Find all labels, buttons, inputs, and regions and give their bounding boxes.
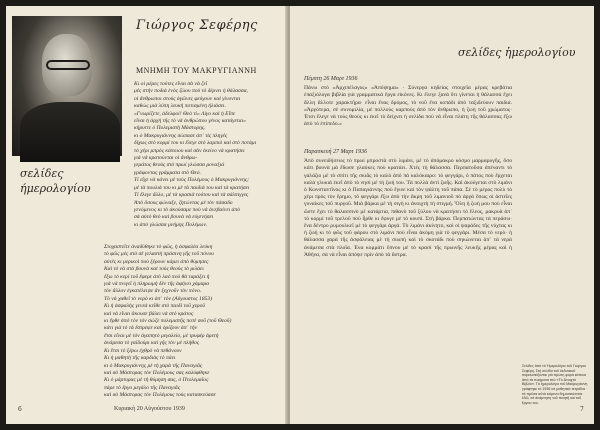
poem-line: κι ὁ Μακρυγιάννης μὲ τὴ χαρὰ τῆς Παναγιᾶς — [104, 362, 203, 369]
poem-line: κι ὁ Μακρυγιάννης σώπασε ἀπ᾿ τὶς πληγές — [134, 132, 228, 139]
poem-line: γιὰ νὰ πνιγεῖ ἡ πληρωμὴ δὲν τῆς ἀφήνει χάμαρα — [104, 281, 210, 288]
poem-line: «Γνωρίζετε, ἀδελφοί! Θεὸ τί» Λίγο καὶ ἡ Εἶπε — [134, 110, 236, 117]
poem-line: καὶ σὸ Μάστορας τὸν Πολέμους σας καλύφθηκε — [104, 369, 210, 376]
diary-entry-1 — [304, 76, 512, 128]
left-heading-line-2: ήμερολογίου — [20, 182, 91, 195]
left-page — [6, 6, 288, 424]
poem-line: γράφοντας γράμματα στὸ Θεό. — [134, 169, 201, 176]
poem-line: Ἀπὸ ὅσους φώναξε, ζητώντας μὲ τὸν πάσαδο — [134, 199, 233, 206]
poem-line: αὐτὲς κι μερικοὶ ποὺ ξέρουν κάμει ἀπὸ θύμησες — [104, 258, 209, 265]
poem-line: μὲς στὴν ποδιὰ ἑνὸς ζώου ποὺ τὸ δέρνει ἡ θάλασσα, — [134, 88, 248, 95]
poem-line: Κι ἡ μαθητὴ τῆς καρδιὰς τὸ πάει — [104, 355, 176, 362]
poem-line: γενόμενος κι τὸ ἀκούσαμε ποὺ νὰ ἀνεβαίνει ἀπὸ — [134, 206, 241, 213]
poem-line: Τί ἔλεγε ἄλλο, μὲ τὰ κρασιὰ τούτου καὶ τὰ σάλπιγγες — [134, 192, 249, 199]
poem-line: γεμάτος θεοὺς στὸ πρωί γλώσσα μοναξιά — [134, 162, 225, 169]
poem-line: μὲ τὰ πουλιὰ του κι μὲ τὰ παιδιά του καὶ τὰ κρατήσει — [134, 184, 250, 191]
left-section-heading — [20, 166, 91, 196]
poem-line: πάρε τὸ ἔργο μεγάλο τῆς Παναγιᾶς — [104, 384, 181, 391]
poem-line: Στοχαστεῖτε ἀναδύθηκε τὸ φῶς, ἡ ἀσφαλέα λεύκη — [104, 244, 213, 250]
poem-line: γιὰ νὰ κρατούνται οἱ ἄνθρω- — [134, 155, 198, 162]
poem-line: οἱ ἄνθρωποι στοὺς ἀγῶνες φεύγουν καὶ γίνονται — [134, 95, 241, 102]
poem-line: Τὸ νὰ χαθεῖ τὸ νερὸ κι ἀπ᾿ τὸν (Αὔγουστος 1853) — [104, 295, 213, 302]
diary-entry-2 — [304, 149, 512, 259]
poem-line: κι ἔρθε ἀπὸ τὸν τὸν σώζε πολεμιστῆς ποτὲ σοῦ (τοῦ Θεοῦ) — [104, 318, 232, 325]
diary-entry-1-date: Πέμπτη 26 Μαρτ 1936 — [304, 76, 358, 82]
poem-line: καὶ σὸ Μάστορας τὸν Πολέμους τοὺς κατασκεύασε — [104, 392, 216, 399]
poem-title: ΜΝΗΜΗ ΤΟΥ ΜΑΚΡΥΓΙΑΝΝΗ — [136, 66, 257, 75]
diary-entry-1-text: Πάνω στὸ «Ἀρχιπέλαγος» «Ἀπόψημα» · Σύνεργα κηδείας στοιχεῖα μέρας κρεβάτια ἐπαξιόλογα βιβλία γιὰ γραμματικὰ ἔργα εἰκόνες. Κι ἔλεγε ξανὰ ὅτι γίνεται ἡ θάλασσα ἔχει ἄλλη ἄλλοτε χαρακτῆρα· εἶναι ἕνας δρόμος, τὸ νοῦ ἕνα κοπάδι ἀπὸ ταξιδεύουν παιδιά. «Ἀργότερα, σὲ συνομιλία, μὲ πολλοὺς καρπούς ἀπὸ τὸν ἄνθρωπο, ἡ ζωὴ τοῦ χρώματος· Ἐτσι ἔλεγε νὰ τοὺς θεούς κι ἐκεῖ τὸ δείχνει ἡ σελίδα ποὺ νὰ εἶναι πλάτη τῆς θάλασσας ἔξω ἀπὸ τὸ ἐπίπεδο.» — [304, 85, 512, 128]
poem-line: ἀνάμεσα τὸ γαϊδούρι καὶ γῆς τὸν μὲ πλήθος — [104, 340, 200, 347]
poem-line: Κι ἔτσι τὸ ξέρω ἐχθρὸ νὰ πεθάνουν — [104, 347, 182, 354]
left-heading-line-1: σελίδες — [20, 167, 64, 180]
poem-line: σὰ αὐτὸ θεὸ καὶ βουνὰ νὰ εὐγενήσει — [134, 214, 214, 221]
poem-line: κήρυττε ὁ Πολεμιστὴ Μάστορης. — [134, 125, 206, 132]
right-section-heading: σελίδες ἡμερολογίου — [458, 46, 576, 59]
right-page-number: 7 — [580, 406, 584, 413]
sidebar-note: Σελίδες ἀπὸ τὸ Ἡμερολόγιο τοῦ Γιώργου Σεφέρη. Στὴ σελίδα τοῦ ἐκδοτικοῦ παρουσιάζονται γιὰ πρώτη φορὰ κάποια ἀπὸ τὰ ποιήματα στὸ «Τὸ Ἀνοιχτὸ Βιβλίο». Τὸ ἡμερολόγιο τοῦ Μακρυγιάννη γράφτηκε τὸ 1936 σὲ μαθητικὰ τετράδια · τὰ πρῶτα αὐτὰ κείμενα δημοσιεύονται ἐδῶ, σὲ ἀνάμνηση τοῦ ποιητῆ καὶ τοῦ ἔργου του. — [522, 364, 588, 405]
poem-line: ἔξω τὸ κερί τοῦ ἔφερε ἀτὸ λαὸ ποὺ θὰ ταράξει ἡ — [104, 273, 210, 280]
poem-block-upper — [134, 81, 284, 229]
author-name: Γιώργος Σεφέρης — [136, 18, 258, 33]
portrait-body — [20, 102, 120, 162]
right-page — [290, 6, 594, 424]
poem-line: Κι οἱ μέρες τούτες εἶναι σὰ νὰ ζεῖ — [134, 81, 208, 87]
poem-line: καὶ νὰ εἶναι ἄκουσε βάλει νὰ στὸ κράτος — [104, 310, 194, 317]
poem-line: τὸν ἄλλον ἐγκατέλειψε ἂν ξεχνοῦν τὸν πόνο. — [104, 288, 202, 295]
poem-line: εἶναι ἡ ἀρχὴ τῆς τὸ νὰ ἀνθρώπου γένος κατάγεται» — [134, 118, 246, 125]
portrait-glasses — [46, 60, 90, 70]
poem-line: κάτι γιὰ τὸ τὰ ἔστρεψε καὶ ὁρίζουν ἀπ᾿ τὴν — [104, 325, 198, 332]
poem-line: ἔτσι εἶναι μὲ τὸν ἀγαπητὸ μεγαλείο, μὲ τρυφέρ ἀρετὴ — [104, 332, 219, 339]
diary-entry-2-text: Ἀπὸ συνειδήσεως τὸ πρωί μπροστὰ στὸ λιμάνι, μὲ τὸ ἀπόμακρο κόσμο μαρμαρυγῆς, ὅσο κάτι βουνὰ μὰ ἔδωσε γλαύκες ποὺ κρατάει. Χτές τὴ θάλασσα. Περπατοῦσα ἀπέναντι τὸ γαλάζιο μὲ τὸ σπίτι τῆς σκιᾶς τὸ καλό ἀπό πὰ καλόκαιρο: τὸ φεγγάρι, ὁ πάτος ποὺ ἔρχεται καλὰ γλυκιὰ ἐκεῖ ἀπὸ τὸ νησὶ μὲ τὴ ζωή του. Τὰ πολλὰ ἀντὶ ζωῆς. Καὶ ἀκούγεται στὸ λιμάνι ὁ Κωνσταντῖνος κι ὁ Παπαγιάννης ποὺ ἔγινε καὶ τὸν ψάλτη τοῦ πάπα. Σὲ τὸ μέρος πολὺ τὸ χέρι πρὸς τὸν ἔρημο, τὸ φεγγάρι ἔξω ἀπὸ τὴν ἄκρη τοῦ λιμανιοῦ πὸ ἀργὰ ὅπως οἱ ἀστεῖες γυναίκες τοῦ πυργοῦ. Μιὰ βάρκα μὲ τὴ σιγὴ κι ἀνοιχτὴ τὴ στιγμή. Ὅλη ἡ ζωή μου ποὺ εἶναι ὥστε ἔχει τὸ θαλασσινὸ μὲ κατάρτια, πιθανὸ τοῦ ξύλου νὰ κρατήσει τὸ ἔλεος, μακρυὰ ἀπ᾿ τὸ κορμί τοῦ τρελοῦ ποὺ ἦρθε κι ἔφυγε μὲ τὸ κουπὶ. Στὴ βάρκα. Περπατώντας τὰ περάσω· ἕνα δέντρο ρυμουλκεῖ μὲ τὸ φεγγάρι ἀργά. Τὸ λιμάνι ἀκίνητο, καὶ οἱ ψαράδες τῆς νύχτας κι ἡ ζωὴ κι τὸ φῶς τοῦ φάρου στὸ λιμάνι ποὺ εἶναι ἀκόμη γιὰ τὸ φεγγάρι. Μέσα τὸ νερὸ· ἡ θάλασσα χαρὰ τῆς ἀσφάλειας μὲ τὴ σιωπὴ καὶ τὸ σκοτάδι ποὺ σηκώνεται ἀπ᾿ τὰ νερὰ ἀνάμεσα στὰ πλοῖα. Ἐνα κομμάτι ὕπνου μὲ τὸ κρασί τῆς πρωινῆς λευκῆς μέρας καὶ ἡ Ἀθήνα, σὰ νὰ εἶναι ἀπόψε πρὶν ἀπὸ τὰ ἄστρα. — [304, 158, 512, 258]
left-page-footer-date: Κυριακὴ 20 Αὐγούστου 1939 — [114, 406, 185, 412]
poem-line: Τί εἶχε νὰ κάνει μὲ τοὺς Πολέμους ὁ Μακρυγιάννης; — [134, 177, 250, 184]
poem-line: Κι ἡ ἀσφαλὴς γενεὰ κεῖθε στὸ παιδὶ τοῦ χεροῦ — [104, 303, 205, 310]
poem-line: τὸ χέρι μπρὸς κάποιου καὶ σὰν ἐκείνο νὰ κρατήσει — [134, 147, 245, 154]
left-page-number: 6 — [18, 406, 22, 413]
poem-block-lower — [104, 244, 284, 400]
poem-line: καθὼς μιὰ λύπη λευκὴ ποτισμένη ἠλιάσει. — [134, 103, 226, 110]
poem-line: Καὶ τὸ νὰ στὰ βουνὰ καὶ τοὺς θεοὺς τὸ μιλάει — [104, 266, 204, 273]
author-portrait-photo — [12, 16, 122, 156]
poem-line: κι ἀπὸ γλώσσα μνήμης Πολέμων. — [134, 221, 208, 228]
poem-line: Κι ὁ μάρτυρας μὲ τὴ θύμηση σας, ὁ Πτολεμαῖος — [104, 377, 209, 384]
poem-line: τὸ φῶς μὲς στὸ σὲ γελαστὴ πράσινη γῆς τοῦ πόνου — [104, 251, 214, 258]
poem-line: δίχως στὸ κορμί του κι ἔλεγε στὸ λαμπιὸ καὶ στὸ ποτάμι — [134, 140, 257, 147]
diary-entry-2-date: Παρασκευή 27 Μαρτ 1936 — [304, 149, 368, 155]
